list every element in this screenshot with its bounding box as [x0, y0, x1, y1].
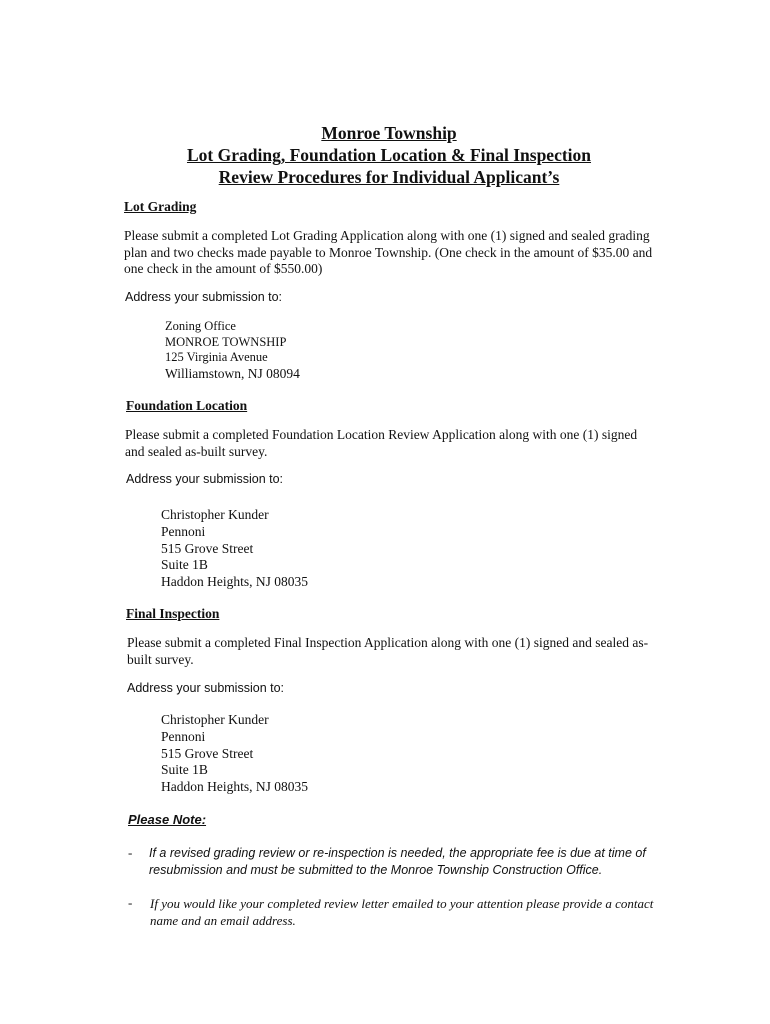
lot-grading-address [165, 319, 300, 381]
final-inspection-address-intro: Address your submission to: [127, 681, 285, 695]
address-line: Zoning Office [165, 319, 236, 333]
address-line: Suite 1B [161, 762, 208, 778]
foundation-location-heading: Foundation Location [126, 398, 248, 413]
address-line: MONROE TOWNSHIP [165, 334, 287, 349]
address-line: Williamstown, NJ 08094 [165, 365, 300, 381]
please-note-heading: Please Note: [128, 812, 207, 827]
address-line: Pennoni [161, 523, 206, 539]
note-item-email-letter: If you would like your completed review letter emailed to your attention please provide a contact name and an email address. [150, 896, 654, 928]
lot-grading-address-intro: Address your submission to: [125, 290, 283, 304]
address-line: 515 Grove Street [161, 745, 254, 761]
address-line: Haddon Heights, NJ 08035 [161, 574, 308, 590]
address-line: Suite 1B [161, 557, 208, 573]
address-line: Christopher Kunder [161, 712, 269, 727]
address-line: Haddon Heights, NJ 08035 [161, 779, 308, 795]
foundation-location-address [161, 507, 308, 591]
note-item-revised-grading: If a revised grading review or re-inspection is needed, the appropriate fee is due at time of resubmission and must be submitted to the Monroe Township Construction Office. [149, 846, 646, 877]
address-line: Pennoni [161, 728, 206, 744]
address-line: 125 Virginia Avenue [165, 350, 268, 364]
bullet-dash: - [128, 895, 133, 910]
title-line-3: Review Procedures for Individual Applicant’s [218, 167, 560, 187]
document-title [0, 122, 770, 188]
address-line: 515 Grove Street [161, 540, 254, 556]
title-line-1: Monroe Township [321, 123, 457, 143]
bullet-dash: - [128, 845, 133, 860]
lot-grading-heading: Lot Grading [124, 199, 197, 214]
lot-grading-paragraph: Please submit a completed Lot Grading Application along with one (1) signed and sealed grading plan and two checks made payable to Monroe Township. (One check in the amount of $35.00 and one check in the amount of $550.00) [124, 228, 653, 276]
final-inspection-address [161, 712, 308, 796]
title-line-2: Lot Grading, Foundation Location & Final Inspection [186, 145, 592, 165]
address-line: Christopher Kunder [161, 507, 269, 522]
foundation-location-paragraph: Please submit a completed Foundation Location Review Application along with one (1) signed and sealed as-built survey. [125, 427, 638, 459]
final-inspection-paragraph: Please submit a completed Final Inspection Application along with one (1) signed and sealed as-built survey. [127, 635, 649, 667]
foundation-location-address-intro: Address your submission to: [126, 472, 284, 486]
final-inspection-heading: Final Inspection [126, 606, 220, 621]
